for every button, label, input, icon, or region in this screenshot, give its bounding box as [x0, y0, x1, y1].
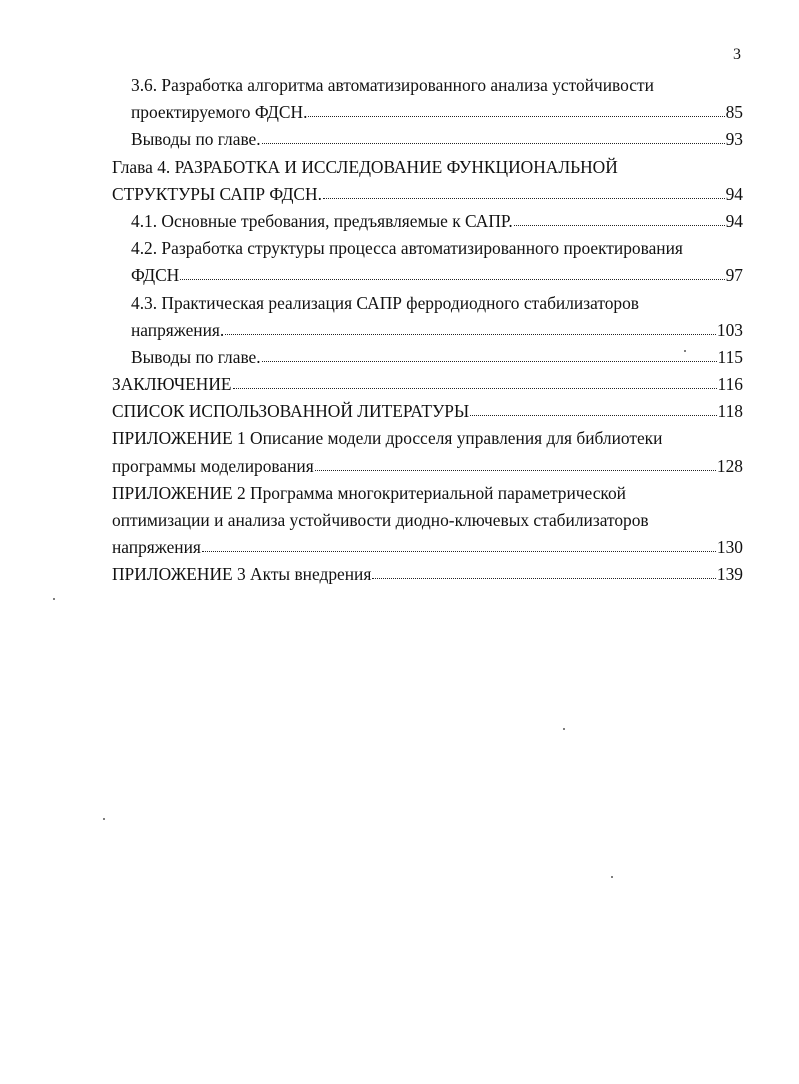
toc-page-number: 103	[716, 319, 743, 340]
toc-entry-title: 4.2. Разработка структуры процесса автоматизированного проектирования	[131, 238, 683, 259]
toc-entry-appendix-3	[0, 561, 799, 588]
toc-page-number: 97	[725, 265, 743, 286]
toc-entry-title: 3.6. Разработка алгоритма автоматизированного анализа устойчивости	[131, 75, 654, 95]
toc-entry-title: оптимизации и анализа устойчивости диодно-ключевых стабилизаторов	[112, 510, 649, 530]
toc-page-number: 93	[725, 129, 743, 150]
toc-entry-4-2-cont	[0, 262, 799, 289]
dot-leader	[202, 534, 716, 552]
dot-leader	[470, 398, 716, 416]
toc-entry-appendix-1-cont	[0, 453, 799, 480]
toc-page-number: 115	[717, 346, 743, 367]
table-of-contents	[0, 72, 799, 589]
toc-entry-4-1	[0, 208, 799, 235]
toc-entry-appendix-1	[0, 425, 799, 452]
toc-entry-4-3-cont	[0, 317, 799, 344]
toc-entry-title: ПРИЛОЖЕНИЕ 2 Программа многокритериальной параметрической	[112, 482, 626, 503]
toc-entry-title: проектируемого ФДСН.	[131, 102, 308, 123]
dot-leader	[262, 344, 717, 362]
toc-page-number: 130	[716, 537, 743, 558]
toc-entry-title: СПИСОК ИСПОЛЬЗОВАННОЙ ЛИТЕРАТУРЫ	[112, 401, 470, 422]
toc-entry-appendix-2	[0, 480, 799, 507]
toc-entry-3-6-cont	[0, 99, 799, 126]
toc-entry-title: Выводы по главе.	[131, 129, 261, 150]
toc-page-number: 116	[717, 374, 743, 395]
toc-page-number: 94	[725, 210, 743, 231]
toc-entry-4-2	[0, 235, 799, 262]
dot-leader	[225, 317, 716, 335]
toc-entry-conclusions-ch3	[0, 126, 799, 153]
toc-entry-conclusions-ch4	[0, 344, 799, 371]
toc-entry-title: напряжения.	[131, 319, 225, 340]
toc-entry-title: СТРУКТУРЫ САПР ФДСН.	[112, 183, 322, 204]
dot-leader	[323, 181, 725, 199]
toc-entry-title: ПРИЛОЖЕНИЕ 1 Описание модели дросселя управления для библиотеки	[112, 428, 663, 449]
toc-entry-title: программы моделирования	[112, 455, 314, 476]
toc-entry-conclusion	[0, 371, 799, 398]
scan-speck	[103, 818, 105, 820]
toc-entry-title: 4.1. Основные требования, предъявляемые к САПР.	[131, 210, 513, 231]
toc-entry-title: ПРИЛОЖЕНИЕ 3 Акты внедрения	[112, 564, 372, 585]
dot-leader	[308, 99, 724, 117]
toc-entry-3-6	[0, 72, 799, 99]
scan-speck	[684, 350, 686, 352]
dot-leader	[262, 126, 725, 144]
toc-entry-references	[0, 398, 799, 425]
toc-page-number: 118	[717, 401, 743, 422]
toc-entry-chapter-4-cont	[0, 181, 799, 208]
toc-entry-4-3	[0, 290, 799, 317]
toc-entry-title: Глава 4. РАЗРАБОТКА И ИССЛЕДОВАНИЕ ФУНКЦИОНАЛЬНОЙ	[112, 156, 618, 177]
toc-entry-title: Выводы по главе.	[131, 346, 261, 367]
dot-leader	[233, 371, 717, 389]
dot-leader	[180, 262, 724, 280]
scan-speck	[53, 598, 55, 600]
dot-leader	[514, 208, 725, 226]
toc-entry-chapter-4	[0, 154, 799, 181]
toc-entry-title: ФДСН	[131, 265, 180, 286]
toc-page-number: 94	[725, 183, 743, 204]
toc-entry-title: напряжения	[112, 537, 201, 558]
toc-entry-appendix-2-end	[0, 534, 799, 561]
dot-leader	[315, 453, 716, 471]
toc-entry-appendix-2-cont	[0, 507, 799, 534]
toc-page-number: 139	[716, 564, 743, 585]
page-number: 3	[733, 46, 741, 63]
dot-leader	[372, 561, 716, 579]
scan-speck	[611, 876, 613, 878]
toc-entry-title: 4.3. Практическая реализация САПР ферродиодного стабилизаторов	[131, 292, 640, 313]
toc-page-number: 128	[716, 455, 743, 476]
toc-page-number: 85	[725, 102, 743, 123]
toc-entry-title: ЗАКЛЮЧЕНИЕ	[112, 374, 232, 395]
scan-speck	[563, 728, 565, 730]
